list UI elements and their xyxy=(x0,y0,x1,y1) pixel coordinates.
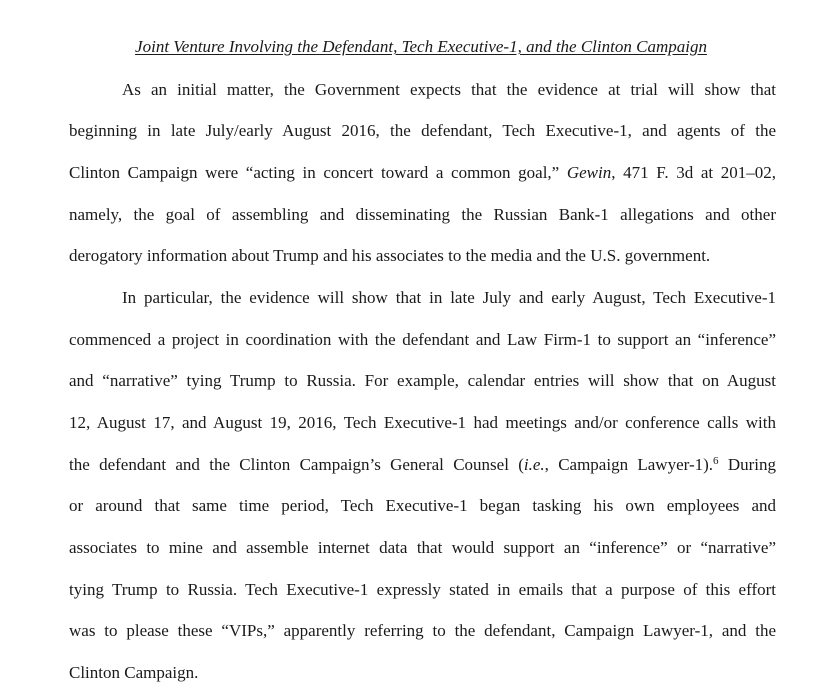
paragraph-1-line-4: namely, the goal of assembling and disseminating the Russian Bank-1 allegations and other xyxy=(69,205,776,224)
case-citation-gewin: Gewin xyxy=(566,163,612,182)
ie-abbreviation: i.e. xyxy=(523,455,545,474)
paragraph-1-line-2: beginning in late July/early August 2016, the defendant, Tech Executive-1, and agents of the xyxy=(69,121,776,140)
footnote-marker[interactable]: 6 xyxy=(713,455,719,467)
paragraph-2-line-5-text-a: the defendant and the Clinton Campaign’s General Counsel ( xyxy=(69,455,524,474)
paragraph-2-line-3: and “narrative” tying Trump to Russia. For example, calendar entries will show that on August xyxy=(69,371,776,390)
paragraph-1-line-3-text-b: , 471 F. 3d at 201–02, xyxy=(611,163,776,182)
paragraph-1-line-1: As an initial matter, the Government expects that the evidence at trial will show that xyxy=(122,80,776,99)
paragraph-2-line-8: tying Trump to Russia. Tech Executive-1 expressly stated in emails that a purpose of this effort xyxy=(69,580,776,599)
paragraph-2-line-6: or around that same time period, Tech Executive-1 began tasking his own employees and xyxy=(69,496,776,515)
paragraph-2-line-5 xyxy=(69,454,776,476)
paragraph-1-line-3 xyxy=(69,162,776,184)
paragraph-1-line-5: derogatory information about Trump and his associates to the media and the U.S. government. xyxy=(69,246,711,265)
paragraph-2-line-4: 12, August 17, and August 19, 2016, Tech Executive-1 had meetings and/or conference calls with xyxy=(69,413,776,432)
section-heading: Joint Venture Involving the Defendant, Tech Executive-1, and the Clinton Campaign xyxy=(135,37,707,56)
paragraph-2-line-2: commenced a project in coordination with the defendant and Law Firm-1 to support an “inference” xyxy=(69,330,776,349)
paragraph-1-line-3-text-a: Clinton Campaign were “acting in concert toward a common goal,” xyxy=(69,163,567,182)
paragraph-2-line-10: Clinton Campaign. xyxy=(69,663,199,682)
paragraph-2-line-5-text-c: During xyxy=(718,455,776,474)
paragraph-2-line-9: was to please these “VIPs,” apparently referring to the defendant, Campaign Lawyer-1, and the xyxy=(69,621,776,640)
paragraph-2-line-5-text-b: , Campaign Lawyer-1). xyxy=(544,455,714,474)
paragraph-2-line-7: associates to mine and assemble internet data that would support an “inference” or “narrative” xyxy=(69,538,776,557)
paragraph-2-line-1: In particular, the evidence will show that in late July and early August, Tech Executive-1 xyxy=(122,288,776,307)
